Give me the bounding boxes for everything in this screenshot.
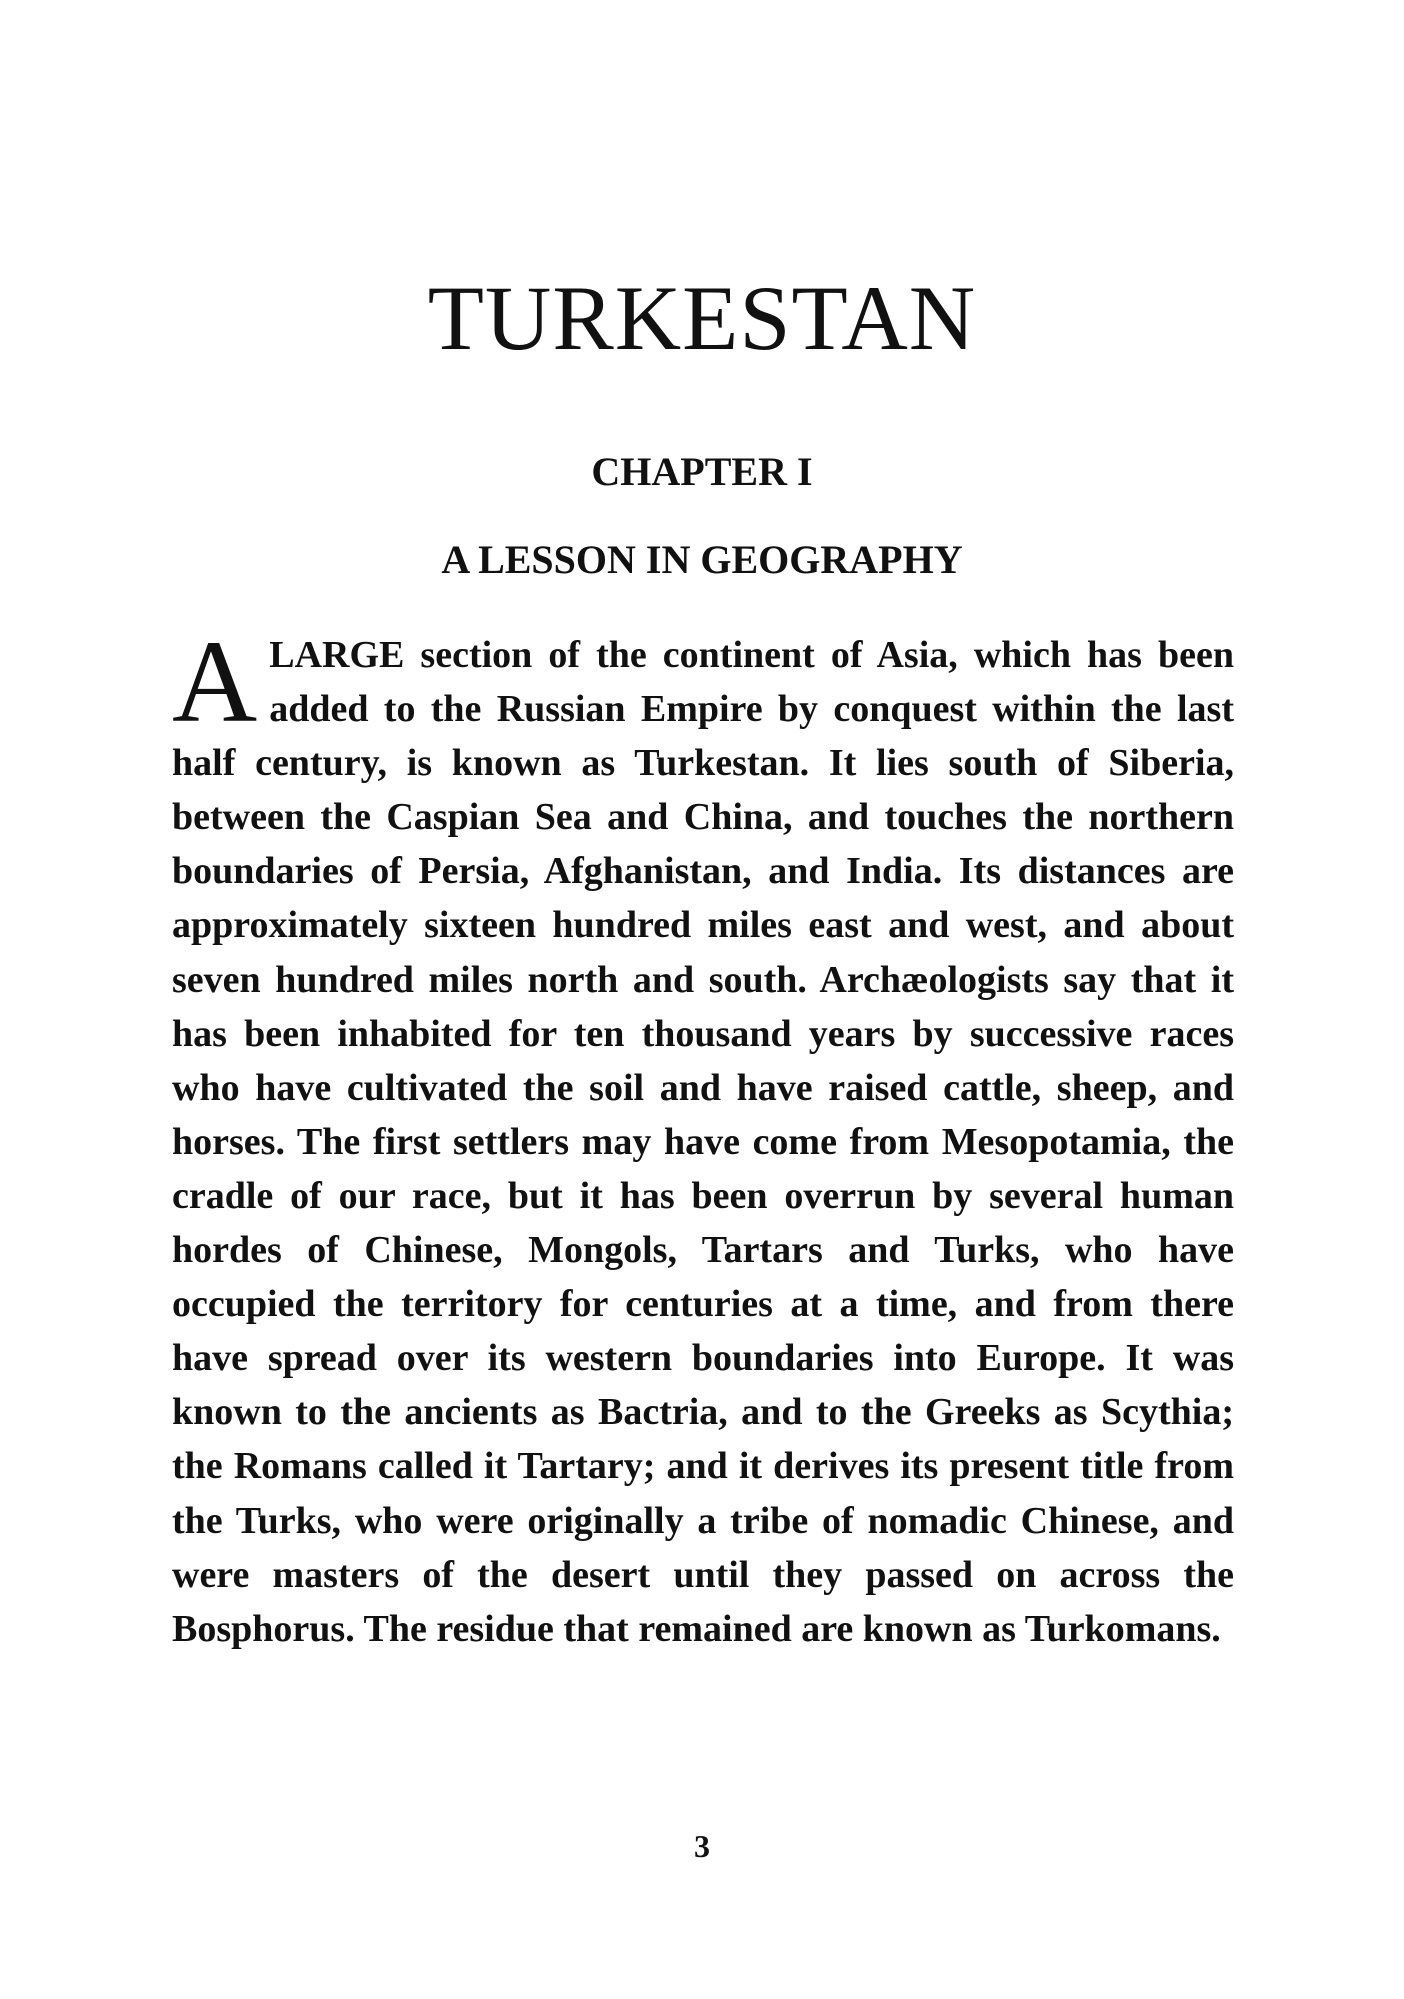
body-paragraph xyxy=(172,616,1234,1656)
drop-cap: A xyxy=(172,616,258,747)
paragraph-text: section of the continent of Asia, which has been added to the Russian Empire by conquest within the last half century, is known as Turkestan. It lies south of Siberia, between the Caspian Sea and China, and touches the northern boundaries of Persia, Afghanistan, and India. Its distances are approximately sixteen hundred miles east and west, and about seven hundred miles north and south. Archæologists say that it has been inhabited for ten thousand years by successive races who have cultivated the soil and have raised cattle, sheep, and horses. The first settlers may have come from Mesopotamia, the cradle of our race, but it has been overrun by several human hordes of Chinese, Mongols, Tartars and Turks, who have occupied the territory for centuries at a time, and from there have spread over its western boundaries into Europe. It was known to the ancients as Bactria, and to the Greeks as Scythia; the Romans called it Tartary; and it derives its present title from the Turks, who were originally a tribe of nomadic Chinese, and were masters of the desert until they passed on across the Bosphorus. The residue that remained are known as Turkomans. xyxy=(172,634,1234,1650)
chapter-title: A LESSON IN GEOGRAPHY xyxy=(441,537,963,582)
page-number: 3 xyxy=(694,1828,710,1864)
chapter-number: CHAPTER I xyxy=(591,449,813,494)
lead-word: LARGE xyxy=(269,634,405,676)
book-title: TURKESTAN xyxy=(427,267,977,369)
